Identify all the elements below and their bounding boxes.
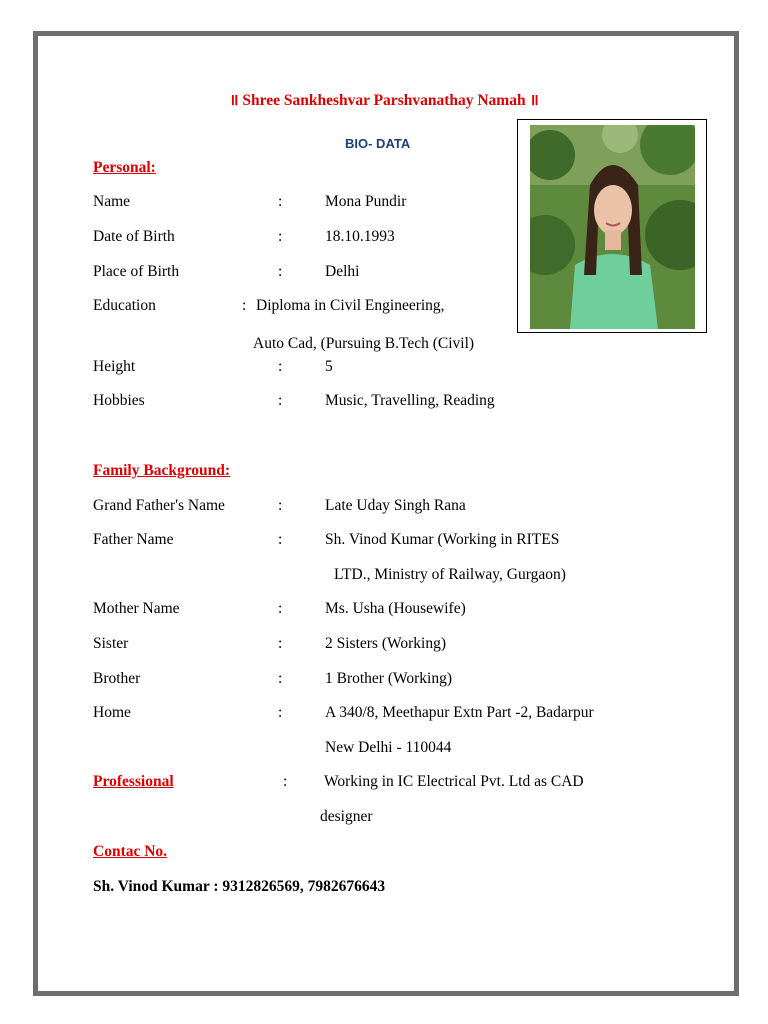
- section-heading-contact: Contac No.: [93, 843, 168, 860]
- label-brother: Brother: [93, 670, 141, 687]
- value-home: A 340/8, Meethapur Extn Part -2, Badarpur: [325, 704, 594, 721]
- value-height: 5: [325, 358, 333, 375]
- separator: :: [278, 392, 283, 409]
- separator: :: [278, 263, 283, 280]
- value-date-of-birth: 18.10.1993: [325, 228, 395, 245]
- value-professional: Working in IC Electrical Pvt. Ltd as CAD: [324, 773, 584, 790]
- value-grand-father: Late Uday Singh Rana: [325, 497, 466, 514]
- label-education: Education: [93, 297, 156, 314]
- label-grand-father: Grand Father's Name: [93, 497, 225, 514]
- separator: :: [283, 773, 288, 790]
- value-sister: 2 Sisters (Working): [325, 635, 447, 652]
- separator: :: [278, 497, 283, 514]
- label-date-of-birth: Date of Birth: [93, 228, 175, 245]
- separator: :: [278, 531, 283, 548]
- label-home: Home: [93, 704, 131, 721]
- value-education: Diploma in Civil Engineering,: [256, 297, 445, 314]
- separator: :: [278, 635, 283, 652]
- label-sister: Sister: [93, 635, 129, 652]
- separator: :: [278, 193, 283, 210]
- value-professional-line2: designer: [320, 808, 373, 825]
- section-heading-family: Family Background:: [93, 462, 231, 479]
- value-name: Mona Pundir: [325, 193, 407, 210]
- value-place-of-birth: Delhi: [325, 263, 360, 280]
- bio-data-title: BIO- DATA: [345, 136, 411, 151]
- value-brother: 1 Brother (Working): [325, 670, 453, 687]
- section-heading-personal: Personal:: [93, 159, 156, 176]
- separator: :: [278, 228, 283, 245]
- separator: :: [278, 358, 283, 375]
- label-father: Father Name: [93, 531, 174, 548]
- contact-line: Sh. Vinod Kumar : 9312826569, 7982676643: [93, 878, 386, 895]
- portrait-photo-icon: [530, 125, 695, 329]
- separator: :: [278, 600, 283, 617]
- profile-photo: [517, 119, 707, 333]
- label-hobbies: Hobbies: [93, 392, 145, 409]
- value-father-line2: LTD., Ministry of Railway, Gurgaon): [334, 566, 566, 583]
- label-place-of-birth: Place of Birth: [93, 263, 180, 280]
- value-father: Sh. Vinod Kumar (Working in RITES: [325, 531, 560, 548]
- separator: :: [278, 670, 283, 687]
- value-education-line2: Auto Cad, (Pursuing B.Tech (Civil): [253, 335, 475, 352]
- label-name: Name: [93, 193, 131, 210]
- value-home-line2: New Delhi - 110044: [325, 739, 452, 756]
- invocation-header: ॥ Shree Sankheshvar Parshvanathay Namah ॥: [229, 92, 539, 109]
- label-mother: Mother Name: [93, 600, 180, 617]
- value-mother: Ms. Usha (Housewife): [325, 600, 466, 617]
- value-hobbies: Music, Travelling, Reading: [325, 392, 495, 409]
- label-height: Height: [93, 358, 136, 375]
- separator: :: [278, 704, 283, 721]
- section-heading-professional: Professional: [93, 773, 174, 790]
- separator: :: [242, 297, 247, 314]
